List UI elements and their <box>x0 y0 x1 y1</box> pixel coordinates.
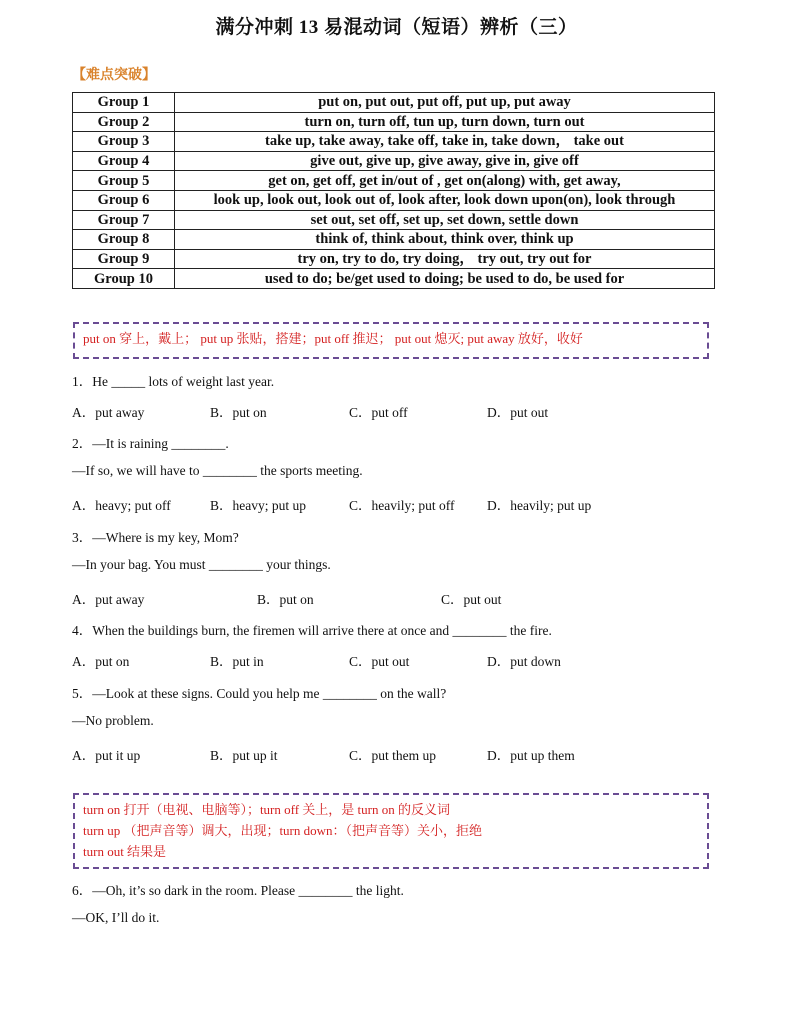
question-5-line2: —No problem. <box>72 713 154 728</box>
q4-option-a: A．put on <box>72 654 130 669</box>
table-row <box>73 151 715 171</box>
q5-option-b: B．put up it <box>210 748 278 763</box>
q3-option-c: C．put out <box>441 592 502 607</box>
q3-option-b: B．put on <box>257 592 314 607</box>
group-name: Group 8 <box>73 230 175 250</box>
group-phrases: look up, look out, look out of, look after, look down upon(on), look through <box>175 190 715 210</box>
question-3-line2: —In your bag. You must ________ your things. <box>72 557 331 572</box>
q3-option-a: A．put away <box>72 592 145 607</box>
q1-option-a: A．put away <box>72 405 145 420</box>
group-phrases: give out, give up, give away, give in, give off <box>175 151 715 171</box>
question-2-line2: —If so, we will have to ________ the sports meeting. <box>72 463 363 478</box>
group-name: Group 2 <box>73 112 175 132</box>
note-line: turn up （把声音等）调大，出现；turn down：（把声音等）关小，拒绝 <box>83 823 483 838</box>
group-name: Group 10 <box>73 269 175 289</box>
question-1-stem: 1．He _____ lots of weight last year. <box>72 374 275 389</box>
note-line: turn on 打开（电视、电脑等）；turn off 关上，是 turn on 的反义词 <box>83 802 450 817</box>
q1-option-c: C．put off <box>349 405 408 420</box>
table-row <box>73 112 715 132</box>
group-phrases: think of, think about, think over, think up <box>175 230 715 250</box>
q2-option-a: A．heavy; put off <box>72 498 171 513</box>
group-phrases: get on, get off, get in/out of , get on(along) with, get away, <box>175 171 715 191</box>
table-row <box>73 210 715 230</box>
group-phrases: try on, try to do, try doing， try out, try out for <box>175 249 715 269</box>
group-name: Group 3 <box>73 132 175 152</box>
q5-option-d: D．put up them <box>487 748 575 763</box>
table-row <box>73 269 715 289</box>
group-name: Group 5 <box>73 171 175 191</box>
table-row <box>73 93 715 113</box>
group-name: Group 9 <box>73 249 175 269</box>
section-tag: 【难点突破】 <box>72 68 156 83</box>
table-row <box>73 132 715 152</box>
q4-option-b: B．put in <box>210 654 264 669</box>
q5-option-a: A．put it up <box>72 748 141 763</box>
table-row <box>73 249 715 269</box>
group-table <box>72 92 715 289</box>
table-row <box>73 190 715 210</box>
group-name: Group 1 <box>73 93 175 113</box>
question-6-stem: 6．—Oh, it’s so dark in the room. Please ________ the light. <box>72 883 404 898</box>
note-box-turn <box>73 793 709 869</box>
group-name: Group 6 <box>73 190 175 210</box>
question-2-stem: 2．—It is raining ________. <box>72 436 229 451</box>
group-phrases: set out, set off, set up, set down, settle down <box>175 210 715 230</box>
q4-option-d: D．put down <box>487 654 561 669</box>
table-row <box>73 171 715 191</box>
group-name: Group 4 <box>73 151 175 171</box>
table-row <box>73 230 715 250</box>
group-phrases: put on, put out, put off, put up, put away <box>175 93 715 113</box>
note-line: turn out 结果是 <box>83 844 167 859</box>
q1-option-d: D．put out <box>487 405 549 420</box>
question-4-stem: 4．When the buildings burn, the firemen will arrive there at once and ________ the fire. <box>72 623 552 638</box>
q1-option-b: B．put on <box>210 405 267 420</box>
group-name: Group 7 <box>73 210 175 230</box>
group-phrases: used to do; be/get used to doing; be used to do, be used for <box>175 269 715 289</box>
page-title: 满分冲刺 13 易混动词（短语）辨析（三） <box>215 17 578 38</box>
q2-option-d: D．heavily; put up <box>487 498 592 513</box>
q2-option-c: C．heavily; put off <box>349 498 455 513</box>
question-3-stem: 3．—Where is my key, Mom? <box>72 530 239 545</box>
q4-option-c: C．put out <box>349 654 410 669</box>
q5-option-c: C．put them up <box>349 748 436 763</box>
question-6-line2: —OK, I’ll do it. <box>72 910 160 925</box>
q2-option-b: B．heavy; put up <box>210 498 306 513</box>
note-line: put on 穿上，戴上； put up 张贴，搭建；put off 推迟； put out 熄灭; put away 放好，收好 <box>83 331 583 346</box>
group-phrases: turn on, turn off, tun up, turn down, turn out <box>175 112 715 132</box>
question-5-stem: 5．—Look at these signs. Could you help me ________ on the wall? <box>72 686 447 701</box>
note-box-put <box>73 322 709 359</box>
group-phrases: take up, take away, take off, take in, take down， take out <box>175 132 715 152</box>
